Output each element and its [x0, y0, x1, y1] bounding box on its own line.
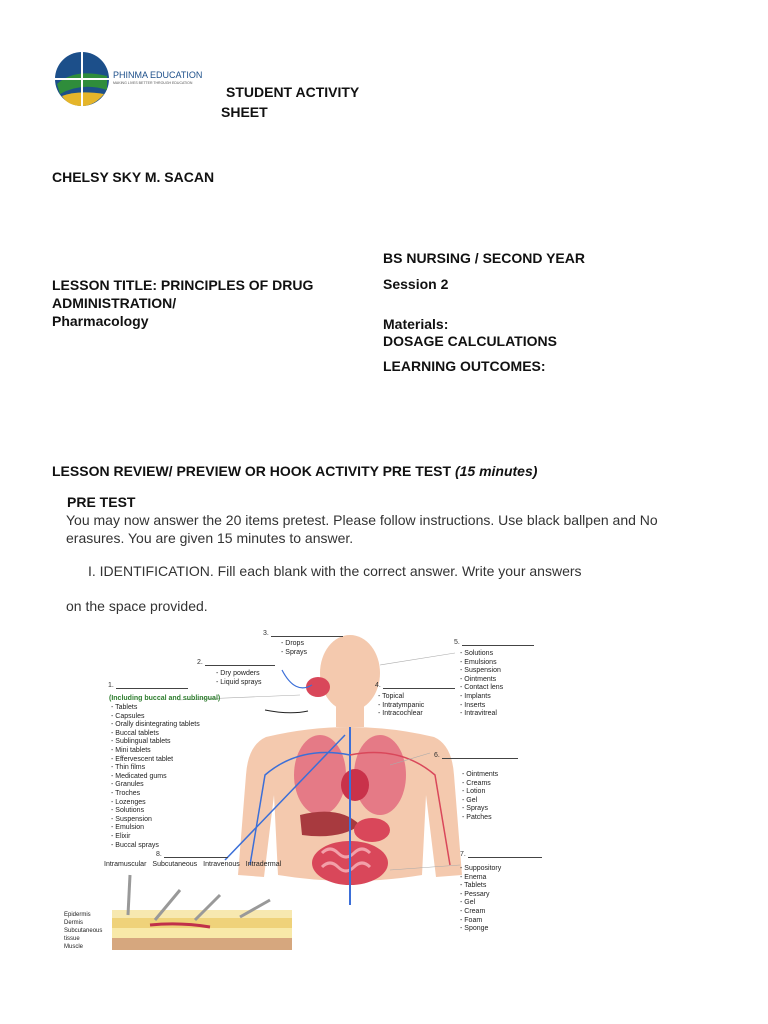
blank-5-number: 5.	[454, 639, 460, 646]
blank-3-line[interactable]	[271, 630, 343, 637]
list-item: - Lozenges	[111, 798, 146, 806]
blank-6-number: 6.	[434, 752, 440, 759]
list-item: - Contact lens	[460, 684, 504, 692]
sheet-title-line1: STUDENT ACTIVITY	[226, 84, 360, 100]
blank-4-number: 4.	[375, 682, 381, 689]
blank-3[interactable]	[263, 630, 343, 637]
blank-4-list	[378, 693, 424, 719]
blank-7-line[interactable]	[468, 851, 542, 858]
list-item: - Implants	[460, 692, 491, 700]
blank-8-number: 8.	[156, 851, 162, 858]
blank-2[interactable]	[197, 659, 275, 666]
list-item: - Suppository	[460, 865, 502, 872]
list-item: - Pessary	[460, 890, 490, 898]
pretest-instructions-1: You may now answer the 20 items pretest. Please follow instructions. Use black ballpen and No	[66, 512, 658, 528]
list-item: - Effervescent tablet	[111, 755, 174, 763]
list-item: - Sprays	[281, 648, 308, 656]
list-item: - Drops	[281, 640, 304, 647]
blank-1-list	[111, 704, 200, 850]
list-item: - Foam	[460, 916, 483, 924]
session-label: Session 2	[383, 276, 449, 292]
learning-outcomes: LEARNING OUTCOMES:	[383, 358, 546, 374]
logo-subtext: MAKING LIVES BETTER THROUGH EDUCATION	[113, 81, 193, 85]
list-item: - Suspension	[460, 667, 501, 675]
list-item: - Mini tablets	[111, 746, 151, 754]
blank-6-list	[462, 771, 498, 823]
lesson-title-line3: Pharmacology	[52, 313, 149, 329]
drug-routes-diagram	[50, 625, 570, 955]
list-item: - Intracochlear	[378, 710, 423, 718]
list-item: - Emulsion	[111, 824, 145, 832]
list-item: - Solutions	[460, 650, 494, 657]
skin-layer-labels	[64, 911, 102, 951]
list-item: - Suspension	[111, 815, 152, 823]
list-item: - Topical	[378, 693, 404, 700]
list-item: - Gel	[460, 899, 476, 907]
blank-2-number: 2.	[197, 659, 203, 666]
injection-labels	[104, 861, 281, 870]
student-name: CHELSY SKY M. SACAN	[52, 169, 215, 185]
list-item: - Intratympanic	[378, 701, 425, 709]
list-item: - Ointments	[460, 675, 497, 683]
identification-instructions: I. IDENTIFICATION. Fill each blank with the correct answer. Write your answers	[88, 563, 582, 579]
list-item: - Inserts	[460, 701, 486, 709]
blank-1-number: 1.	[108, 682, 114, 689]
blank-6-line[interactable]	[442, 752, 518, 759]
list-item: - Orally disintegrating tablets	[111, 721, 200, 729]
injection-label: Subcutaneous	[152, 861, 198, 868]
skin-layer-label: tissue	[64, 936, 80, 942]
pretest-heading: PRE TEST	[67, 494, 136, 510]
blank-2-line[interactable]	[205, 659, 275, 666]
list-item: - Enema	[460, 873, 487, 881]
list-item: - Lotion	[462, 788, 486, 796]
program-year: BS NURSING / SECOND YEAR	[383, 250, 585, 266]
skin-layer-label: Muscle	[64, 944, 84, 950]
blank-1-line[interactable]	[116, 682, 188, 689]
list-item: - Elixir	[111, 832, 131, 840]
blank-3-list	[281, 640, 307, 657]
pretest-instructions-2: erasures. You are given 15 minutes to answer.	[66, 530, 354, 546]
blank-5[interactable]	[454, 639, 534, 646]
skin-layer-label: Subcutaneous	[64, 928, 103, 934]
list-item: - Capsules	[111, 712, 145, 720]
sheet-title-line2: SHEET	[221, 104, 268, 120]
list-item: - Emulsions	[460, 658, 497, 666]
identification-instructions-2: on the space provided.	[66, 598, 208, 614]
injection-label: Intravenous	[203, 861, 240, 868]
list-item: - Creams	[462, 779, 491, 787]
blank-1-subtitle: (Including buccal and sublingual)	[109, 695, 221, 702]
skin-layer-label: Epidermis	[64, 912, 91, 918]
blank-1[interactable]	[108, 682, 188, 689]
list-item: - Buccal sprays	[111, 841, 159, 849]
logo-text: PHINMA EDUCATION	[113, 70, 203, 80]
review-heading-text: LESSON REVIEW/ PREVIEW OR HOOK ACTIVITY PRE TEST	[52, 463, 452, 479]
list-item: - Liquid sprays	[216, 678, 262, 686]
blank-2-list	[216, 670, 262, 687]
list-item: - Intravitreal	[460, 710, 497, 718]
blank-7-number: 7.	[460, 851, 466, 858]
blank-8-line[interactable]	[164, 851, 228, 858]
review-heading	[52, 463, 537, 479]
materials-label: Materials:	[383, 316, 449, 332]
materials-value: DOSAGE CALCULATIONS	[383, 333, 557, 349]
blank-8[interactable]	[156, 851, 228, 858]
list-item: - Buccal tablets	[111, 729, 159, 737]
blank-7[interactable]	[460, 851, 542, 858]
list-item: - Troches	[111, 789, 141, 797]
injection-label: Intramuscular	[104, 861, 147, 868]
lesson-title-line1: LESSON TITLE: PRINCIPLES OF DRUG	[52, 277, 314, 293]
list-item: - Gel	[462, 796, 478, 804]
list-item: - Sublingual tablets	[111, 738, 171, 746]
list-item: - Medicated gums	[111, 772, 167, 780]
blank-3-number: 3.	[263, 630, 269, 637]
list-item: - Patches	[462, 813, 492, 821]
blank-7-list	[460, 865, 501, 934]
list-item: - Thin films	[111, 764, 146, 772]
blank-5-list	[460, 650, 503, 719]
blank-5-line[interactable]	[462, 639, 534, 646]
blank-4-line[interactable]	[383, 682, 455, 689]
list-item: - Cream	[460, 907, 486, 915]
list-item: - Sponge	[460, 925, 489, 933]
list-item: - Tablets	[111, 704, 138, 711]
review-time: (15 minutes)	[454, 463, 538, 479]
list-item: - Dry powders	[216, 670, 260, 677]
blank-4[interactable]	[375, 682, 455, 689]
skin-layer-label: Dermis	[64, 920, 83, 926]
list-item: - Solutions	[111, 807, 145, 815]
list-item: - Ointments	[462, 771, 499, 778]
lesson-title-line2: ADMINISTRATION/	[52, 295, 177, 311]
list-item: - Granules	[111, 781, 144, 789]
injection-label: Intradermal	[245, 861, 282, 868]
phinma-logo	[54, 50, 110, 108]
list-item: - Sprays	[462, 805, 489, 813]
blank-6[interactable]	[434, 752, 518, 759]
list-item: - Tablets	[460, 882, 487, 890]
